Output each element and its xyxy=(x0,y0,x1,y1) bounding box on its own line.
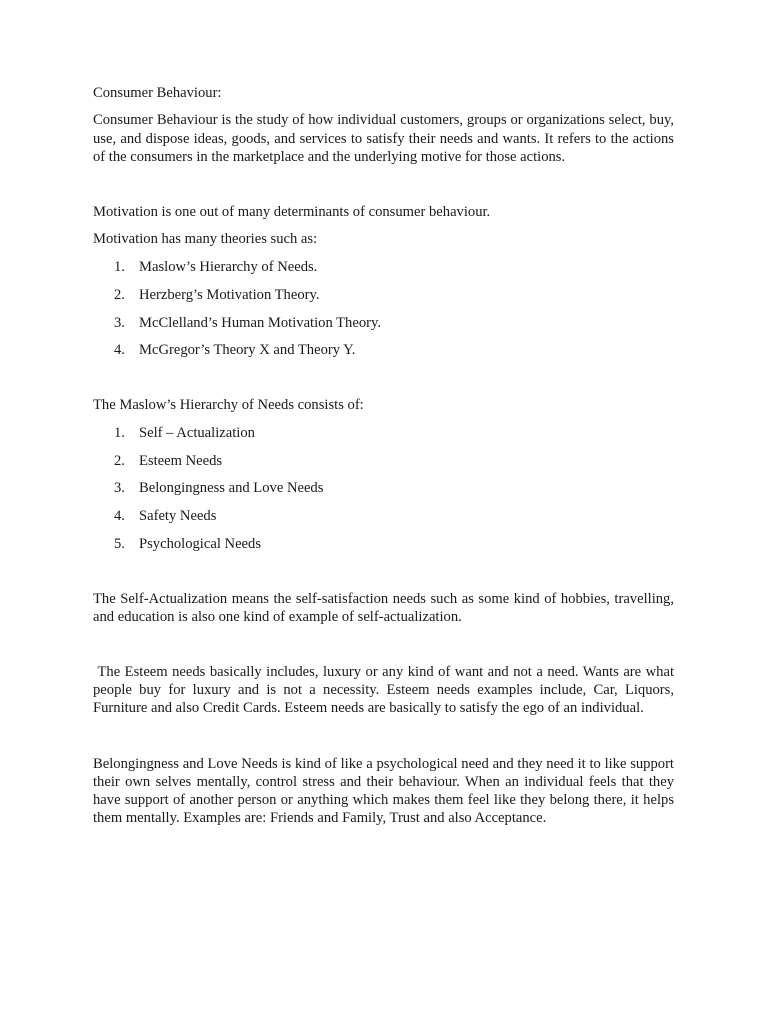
list-text: McClelland’s Human Motivation Theory. xyxy=(139,314,381,331)
list-item xyxy=(93,258,674,276)
motivation-line-1: Motivation is one out of many determinants of consumer behaviour. xyxy=(93,204,491,221)
document-page xyxy=(93,84,678,828)
list-text: McGregor’s Theory X and Theory Y. xyxy=(139,342,356,359)
list-number: 2. xyxy=(114,452,125,469)
list-item xyxy=(93,286,674,304)
list-text: Belongingness and Love Needs xyxy=(139,480,324,497)
list-text: Maslow’s Hierarchy of Needs. xyxy=(139,258,318,275)
list-item xyxy=(93,341,674,359)
list-number: 4. xyxy=(114,508,125,525)
maslow-intro: The Maslow’s Hierarchy of Needs consists of: xyxy=(93,397,364,414)
list-text: Psychological Needs xyxy=(139,536,261,553)
list-number: 2. xyxy=(114,286,125,303)
list-item xyxy=(93,452,674,470)
list-number: 5. xyxy=(114,536,125,553)
list-number: 1. xyxy=(114,424,125,441)
list-number: 3. xyxy=(114,314,125,331)
motivation-line-2: Motivation has many theories such as: xyxy=(93,231,318,248)
list-item xyxy=(93,535,674,553)
belongingness-paragraph: Belongingness and Love Needs is kind of like a psychological need and they need it to like support their own selves mentally, control stress and their behaviour. When an individual feels that they have support of another person or anything which makes them feel like they belong there, it helps them mentally. Examples are: Friends and Family, Trust and also Acceptance. xyxy=(93,755,674,827)
list-number: 3. xyxy=(114,480,125,497)
intro-paragraph: Consumer Behaviour is the study of how individual customers, groups or organizations select, buy, use, and dispose ideas, goods, and services to satisfy their needs and wants. It refers to the actions of the consumers in the marketplace and the underlying motive for those actions. xyxy=(93,112,674,165)
list-item xyxy=(93,314,674,332)
theories-list xyxy=(93,258,674,360)
list-number: 1. xyxy=(114,258,125,275)
list-item xyxy=(93,424,674,442)
list-number: 4. xyxy=(114,342,125,359)
needs-list xyxy=(93,424,674,554)
esteem-paragraph: The Esteem needs basically includes, luxury or any kind of want and not a need. Wants are what people buy for luxury and is not a necessity. Esteem needs examples include, Car, Liquors, Furniture and also Credit Cards. Esteem needs are basically to satisfy the ego of an individual. xyxy=(93,663,678,717)
list-item xyxy=(93,507,674,525)
list-text: Safety Needs xyxy=(139,508,217,525)
list-text: Esteem Needs xyxy=(139,452,223,469)
list-item xyxy=(93,479,674,497)
list-text: Self – Actualization xyxy=(139,424,255,441)
list-text: Herzberg’s Motivation Theory. xyxy=(139,286,320,303)
document-title: Consumer Behaviour: xyxy=(93,85,222,101)
self-actualization-paragraph: The Self-Actualization means the self-satisfaction needs such as some kind of hobbies, travelling, and education is also one kind of example of self-actualization. xyxy=(93,591,674,626)
